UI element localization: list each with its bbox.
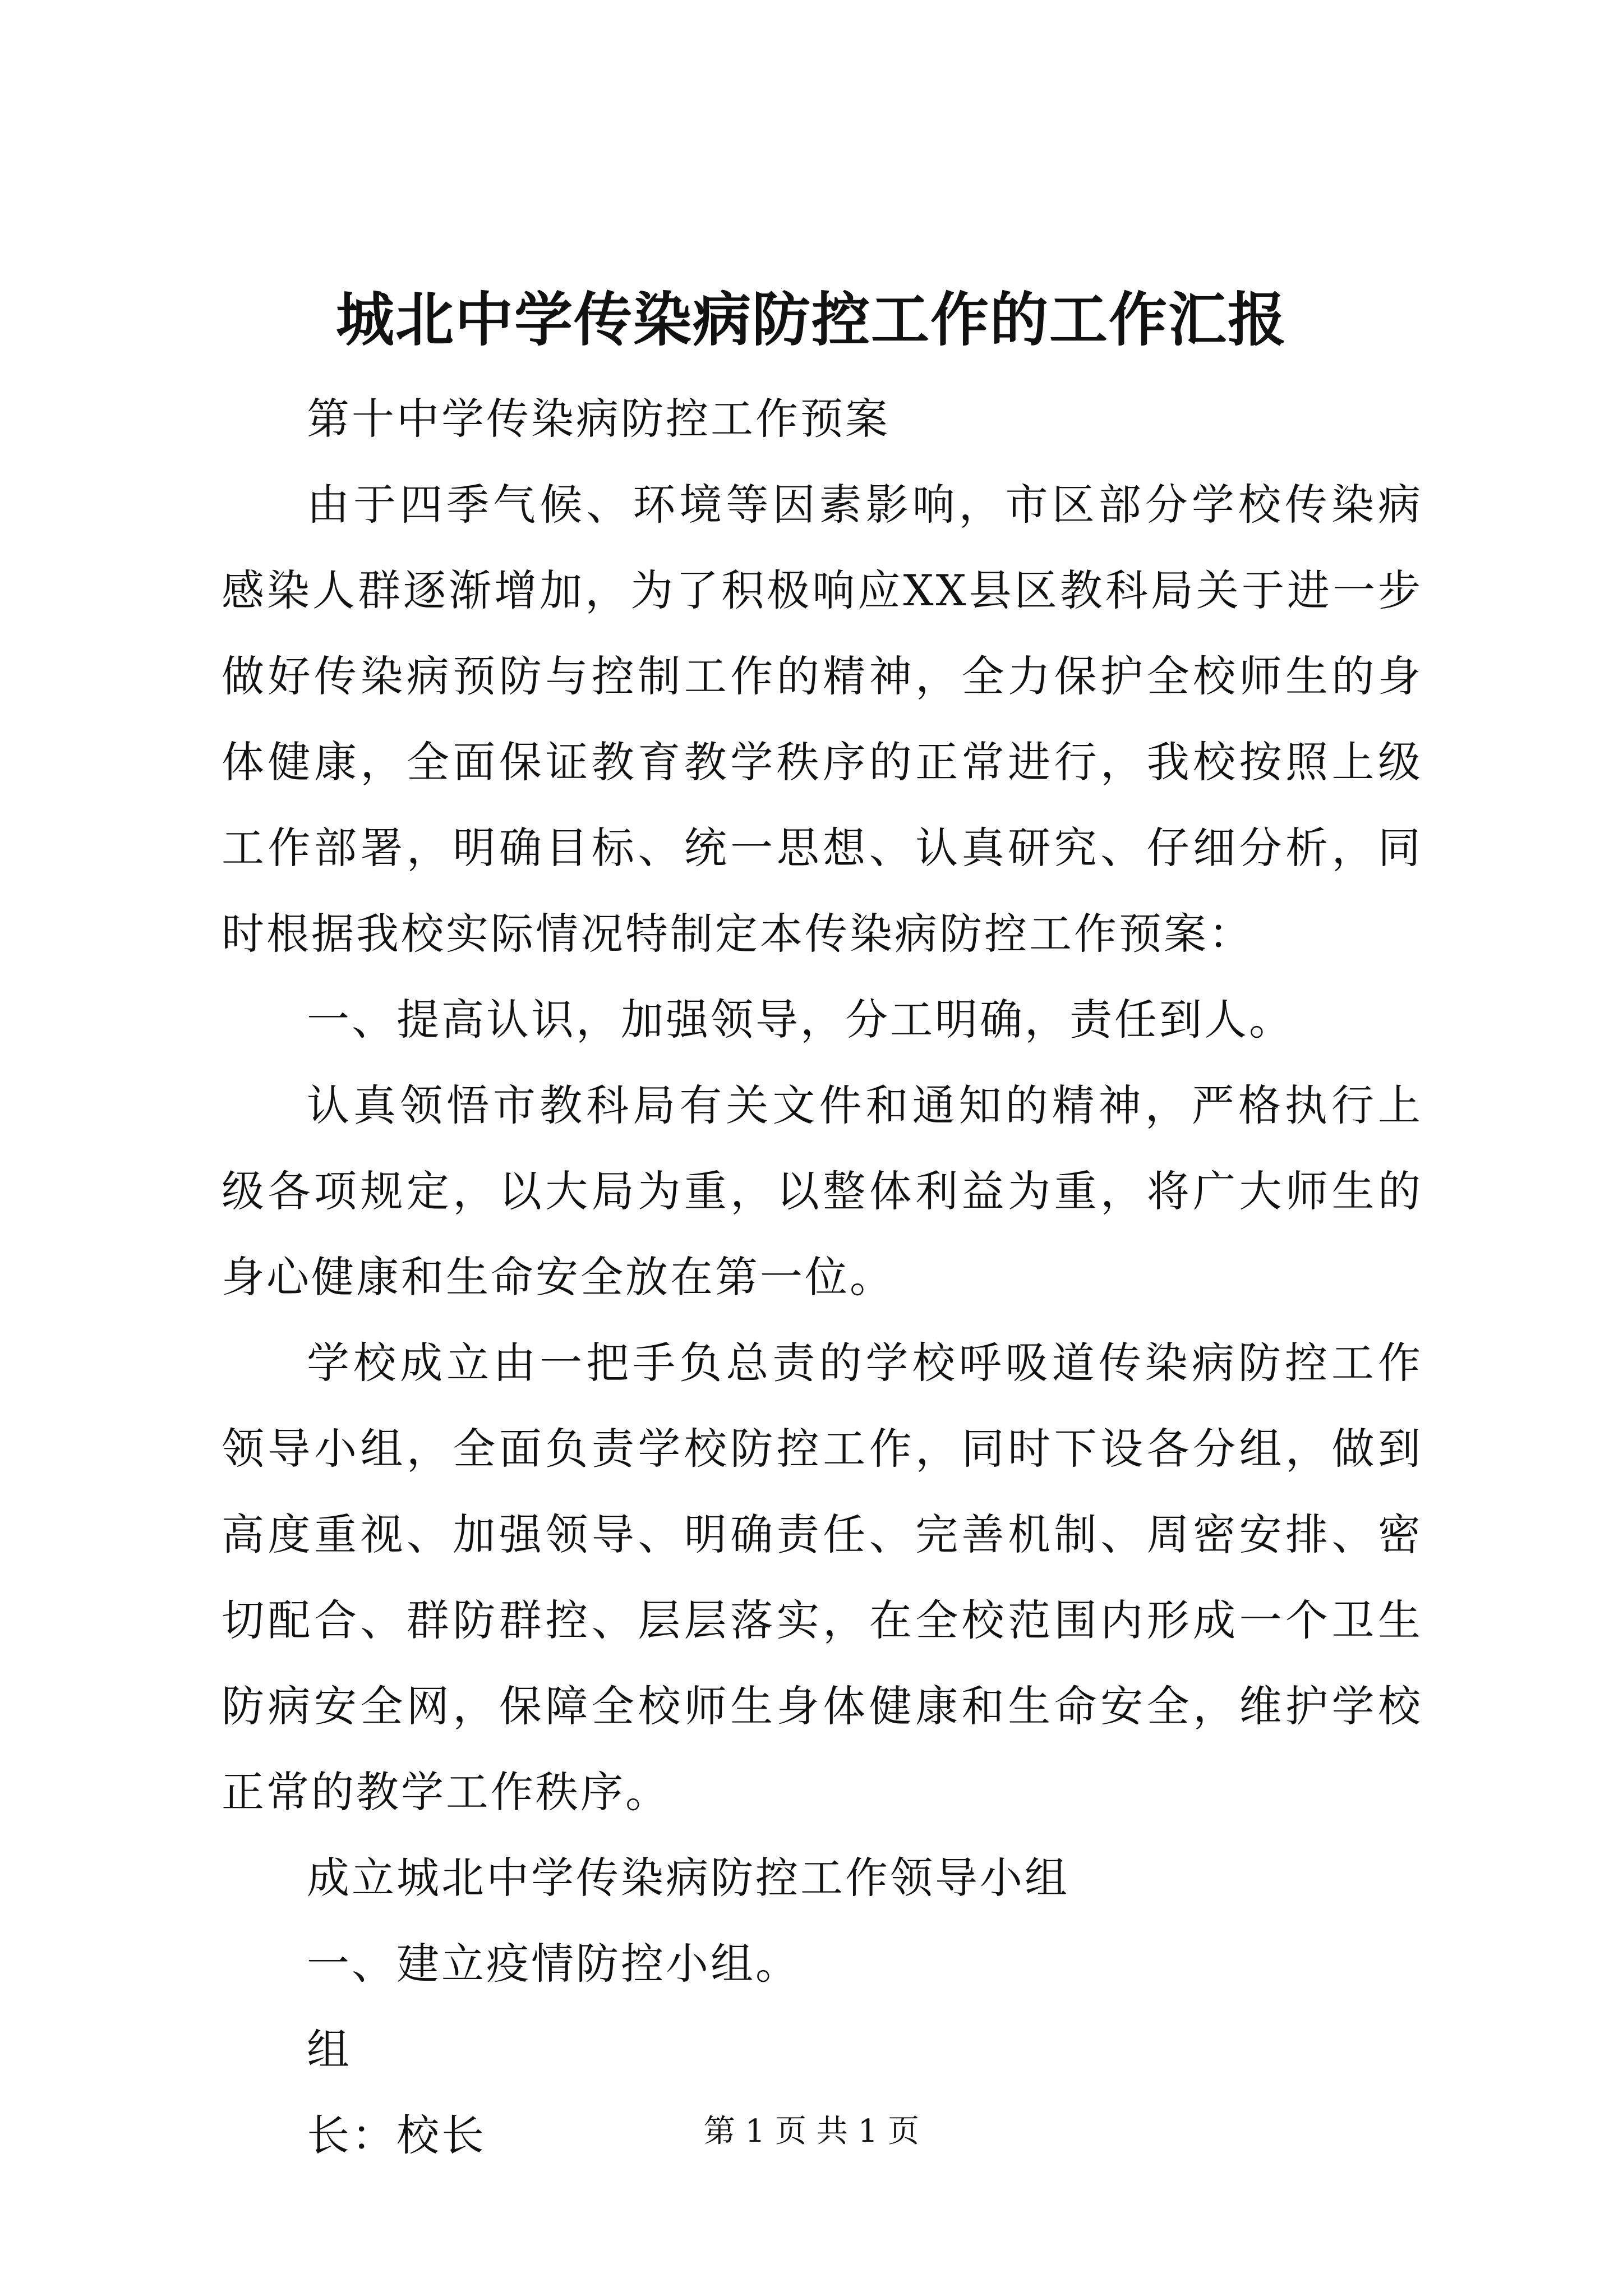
paragraph-guidance: 认真领悟市教科局有关文件和通知的精神，严格执行上级各项规定，以大局为重，以整体利益为重，将广大师生的身心健康和生命安全放在第一位。 — [222, 1080, 1423, 1302]
paragraph-group-leader: 长：校长 — [307, 2110, 486, 2160]
document-title: 城北中学传染病防控工作的工作汇报 — [335, 285, 1287, 354]
page-footer: 第 1 页 共 1 页 — [703, 2113, 920, 2150]
paragraph-heading-one: 一、提高认识，加强领导，分工明确，责任到人。 — [307, 995, 1294, 1045]
paragraph-group-title: 成立城北中学传染病防控工作领导小组 — [307, 1853, 1069, 1903]
document-body — [222, 376, 1423, 2178]
paragraph-group-heading: 一、建立疫情防控小组。 — [307, 1939, 800, 1989]
paragraph-intro: 由于四季气候、环境等因素影响，市区部分学校传染病感染人群逐渐增加，为了积极响应XX县区教科局关于进一步做好传染病预防与控制工作的精神，全力保护全校师生的身体健康，全面保证教育教学秩序的正常进行，我校按照上级工作部署，明确目标、统一思想、认真研究、仔细分析，同时根据我校实际情况特制定本传染病防控工作预案： — [222, 480, 1423, 959]
paragraph-subtitle: 第十中学传染病防控工作预案 — [307, 394, 890, 444]
paragraph-group-label: 组 — [307, 2024, 352, 2074]
paragraph-leadership: 学校成立由一把手负总责的学校呼吸道传染病防控工作领导小组，全面负责学校防控工作，同时下设各分组，做到高度重视、加强领导、明确责任、完善机制、周密安排、密切配合、群防群控、层层落实，在全校范围内形成一个卫生防病安全网，保障全校师生身体健康和生命安全，维护学校正常的教学工作秩序。 — [222, 1338, 1423, 1817]
